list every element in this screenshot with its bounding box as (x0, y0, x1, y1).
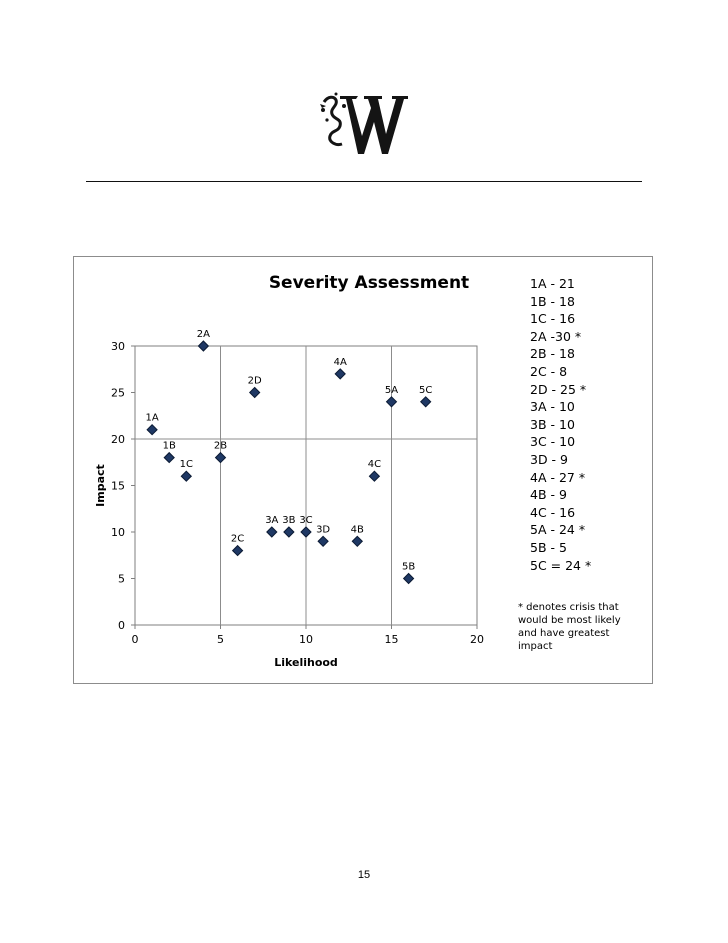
data-label: 3B (282, 515, 296, 526)
data-label: 1B (162, 440, 176, 452)
y-tick-label: 10 (111, 526, 125, 539)
y-axis-label: Impact (94, 464, 107, 507)
data-label: 4C (367, 459, 382, 471)
data-point (233, 546, 243, 556)
footnote: * denotes crisis that would be most likely and have greatest impact (518, 602, 621, 652)
y-tick-label: 25 (111, 386, 125, 400)
data-label: 4B (350, 524, 364, 536)
legend-entry: 1C - 16 (530, 311, 576, 327)
legend-entry: 4A - 27 * (530, 469, 586, 485)
legend-entry: 2A -30 * (530, 328, 582, 344)
legend-entry: 5A - 24 * (530, 522, 586, 538)
data-point (147, 425, 157, 435)
legend-entry: 4C - 16 (530, 504, 576, 520)
data-point (369, 471, 379, 481)
page-number: 15 (357, 869, 371, 881)
header-rule (86, 181, 642, 182)
x-axis-label: Likelihood (274, 656, 338, 669)
data-label: 3D (316, 524, 331, 536)
data-label: 5C (419, 384, 433, 396)
legend-entry: 1B - 18 (530, 293, 575, 309)
y-tick-label: 30 (111, 340, 125, 353)
data-label: 1C (179, 459, 193, 471)
data-point (181, 471, 191, 481)
data-label: 2C (230, 533, 245, 545)
legend-entry: 3A - 10 (530, 399, 575, 415)
x-tick-label: 5 (217, 633, 224, 646)
legend-entry: 4B - 9 (530, 487, 567, 503)
legend-entry: 3C - 10 (530, 434, 576, 450)
x-tick-label: 20 (470, 633, 484, 646)
legend-entry: 5B - 5 (530, 539, 567, 555)
y-tick-label: 0 (118, 619, 125, 632)
legend-entry: 2C - 8 (530, 363, 568, 379)
chart-title: Severity Assessment (268, 273, 470, 293)
legend-entry: 5C = 24 * (530, 557, 592, 573)
x-tick-label: 10 (299, 633, 313, 646)
x-tick-label: 15 (384, 633, 399, 646)
data-point (250, 388, 260, 398)
data-point (421, 397, 431, 407)
legend-list (530, 275, 591, 574)
data-point (284, 527, 294, 537)
y-tick-label: 5 (118, 572, 125, 586)
data-point (164, 453, 174, 463)
legend-entry: 2D - 25 * (530, 381, 587, 397)
data-point (301, 527, 311, 537)
data-point (352, 536, 362, 546)
data-point (216, 453, 226, 463)
data-label: 1A (145, 412, 159, 424)
legend-entry: 3D - 9 (530, 451, 568, 467)
data-point (335, 369, 345, 379)
data-label: 2B (213, 440, 228, 452)
data-label: 2A (196, 329, 211, 340)
data-point (198, 341, 208, 351)
logo-w-icon (318, 88, 410, 158)
data-point (318, 536, 328, 546)
data-label: 2D (247, 375, 262, 387)
data-point (404, 574, 414, 584)
data-label: 3A (265, 515, 279, 526)
data-label: 5B (401, 561, 416, 573)
chart-container (73, 256, 653, 684)
data-label: 3C (299, 515, 313, 526)
legend-entry: 2B - 18 (530, 346, 575, 362)
x-tick-label: 0 (131, 633, 139, 646)
y-tick-label: 15 (111, 479, 125, 493)
legend-entry: 1A - 21 (530, 276, 575, 291)
data-point (387, 397, 397, 407)
data-label: 5A (384, 384, 399, 396)
y-tick-label: 20 (111, 433, 125, 446)
legend-entry: 3B - 10 (530, 416, 575, 432)
data-label: 4A (333, 356, 347, 368)
data-point (267, 527, 277, 537)
